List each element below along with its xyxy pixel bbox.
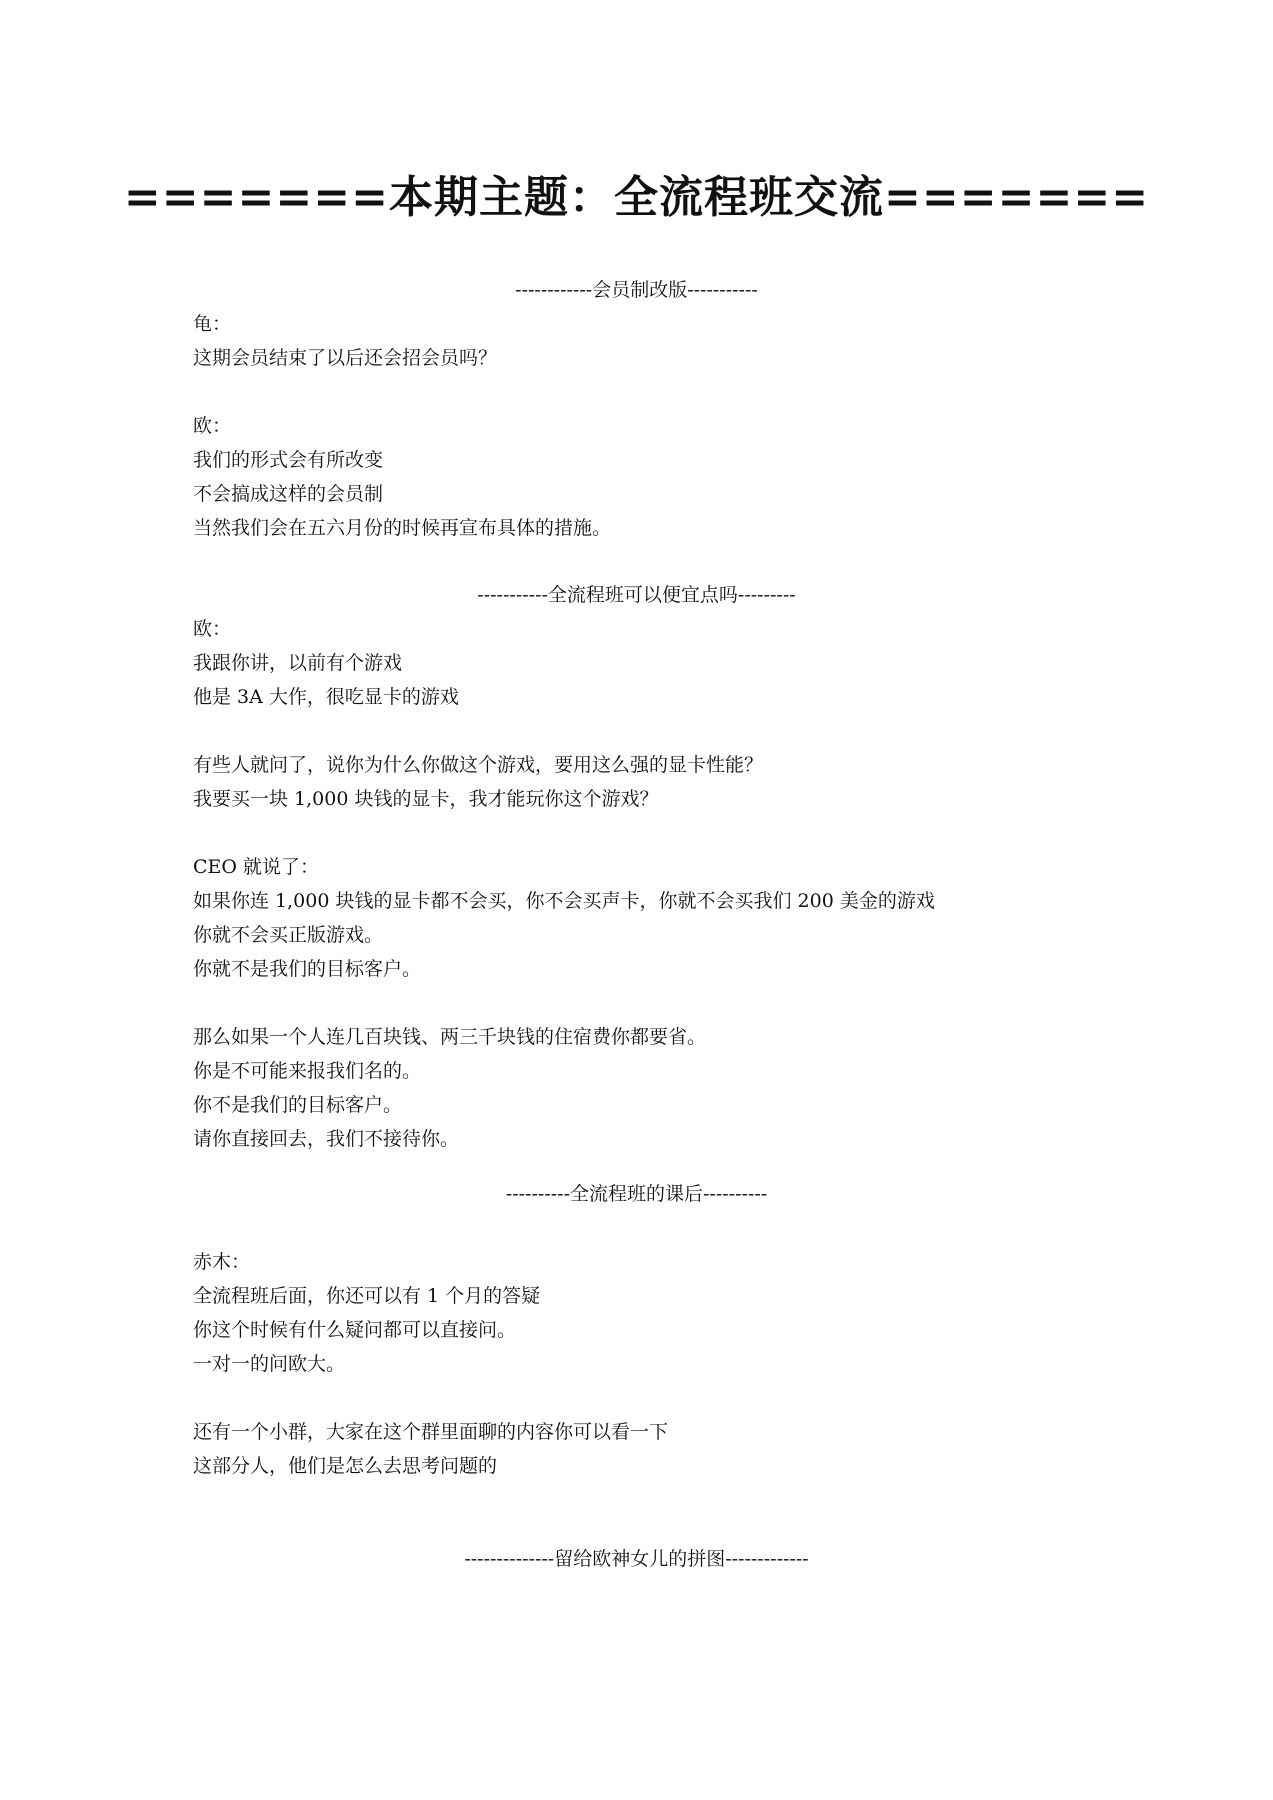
text-line: 这期会员结束了以后还会招会员吗？ <box>193 347 498 369</box>
section-heading-membership: ------------会员制改版----------- <box>515 279 758 301</box>
section-heading-after-class: ----------全流程班的课后---------- <box>505 1183 768 1205</box>
text-line: 那么如果一个人连几百块钱、两三千块钱的住宿费你都要省。 <box>193 1026 707 1048</box>
text-line: 你就不是我们的目标客户。 <box>193 958 422 980</box>
text-line: 你不是我们的目标客户。 <box>193 1094 403 1116</box>
text-line: 你是不可能来报我们名的。 <box>193 1060 422 1082</box>
text-line: 你这个时候有什么疑问都可以直接问。 <box>193 1319 517 1341</box>
section-heading-discount: -----------全流程班可以便宜点吗--------- <box>477 584 796 606</box>
text-line: 当然我们会在五六月份的时候再宣布具体的措施。 <box>193 517 612 539</box>
speaker-label: 赤木： <box>193 1251 251 1273</box>
speaker-label: CEO 就说了： <box>193 856 320 878</box>
text-line: 有些人就问了，说你为什么你做这个游戏，要用这么强的显卡性能？ <box>193 754 764 776</box>
text-line: 你就不会买正版游戏。 <box>193 924 384 946</box>
text-line: 请你直接回去，我们不接待你。 <box>193 1128 460 1150</box>
speaker-label: 欧： <box>193 618 232 640</box>
text-line: 不会搞成这样的会员制 <box>193 483 384 505</box>
text-line: 一对一的问欧大。 <box>193 1353 346 1375</box>
section-heading-puzzle: --------------留给欧神女儿的拼图------------- <box>464 1548 809 1570</box>
text-line: 如果你连 1,000 块钱的显卡都不会买，你不会买声卡，你就不会买我们 200 美金的游戏 <box>193 890 935 912</box>
text-line: 我要买一块 1,000 块钱的显卡，我才能玩你这个游戏？ <box>193 788 659 810</box>
speaker-label: 欧： <box>193 415 232 437</box>
text-line: 还有一个小群，大家在这个群里面聊的内容你可以看一下 <box>193 1421 669 1443</box>
page-title: =======本期主题：全流程班交流======= <box>123 172 1150 223</box>
text-line: 他是 3A 大作，很吃显卡的游戏 <box>193 686 459 708</box>
text-line: 我们的形式会有所改变 <box>193 449 384 471</box>
text-line: 全流程班后面，你还可以有 1 个月的答疑 <box>193 1285 541 1307</box>
speaker-label: 龟： <box>193 313 232 335</box>
text-line: 这部分人，他们是怎么去思考问题的 <box>193 1455 498 1477</box>
text-line: 我跟你讲，以前有个游戏 <box>193 652 403 674</box>
